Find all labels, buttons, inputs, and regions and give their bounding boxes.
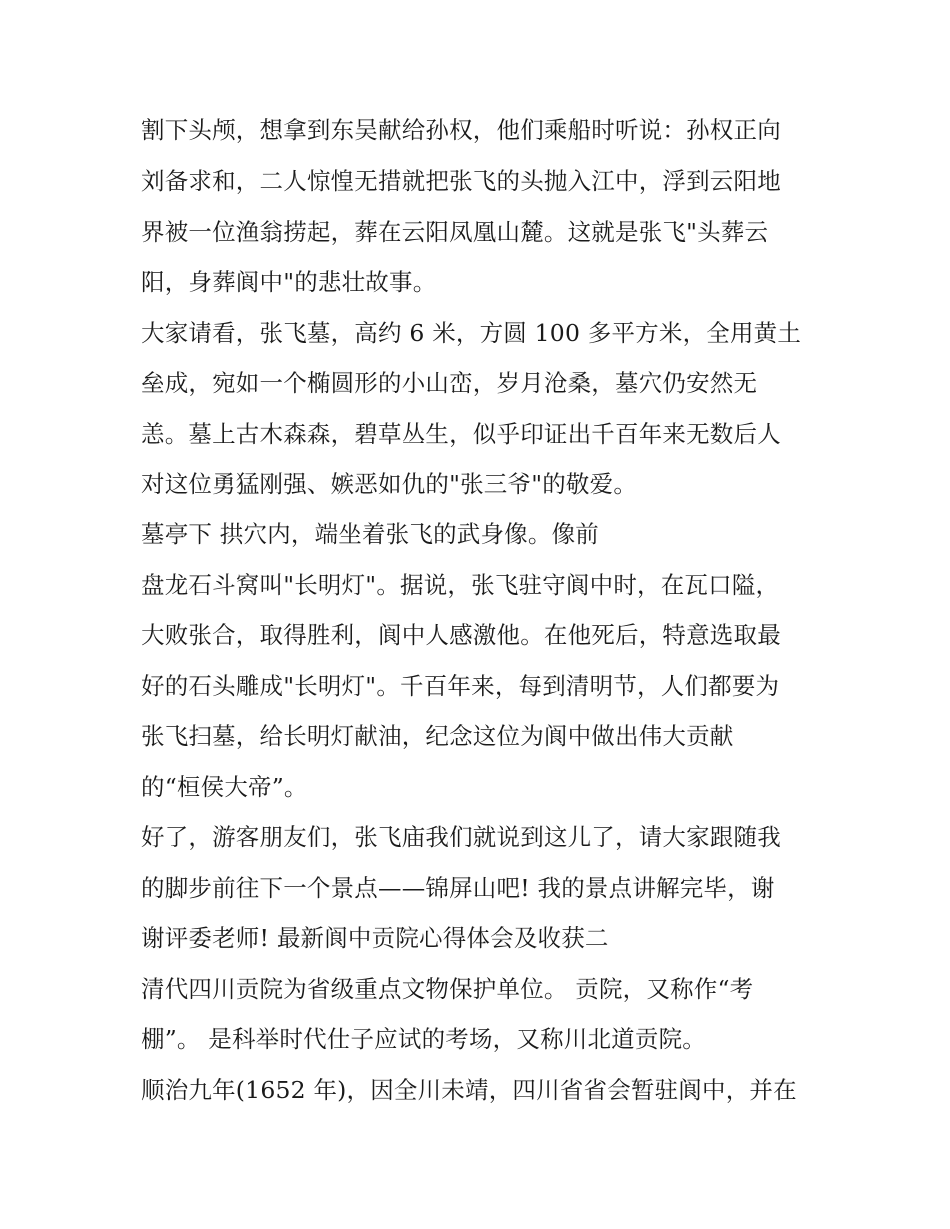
text-line: 顺治九年(1652 年)，因全川未靖，四川省省会暂驻阆中，并在 <box>141 1076 797 1104</box>
text-line: 对这位勇猛刚强、嫉恶如仇的"张三爷"的敬爱。 <box>141 470 638 498</box>
text-line: 清代四川贡院为省级重点文物保护单位。 贡院，又称作“考 <box>141 975 754 1003</box>
text-line: 恙。墓上古木森森，碧草丛生，似乎印证出千百年来无数后人 <box>141 420 781 448</box>
text-line: 好的石头雕成"长明灯"。千百年来，每到清明节，人们都要为 <box>141 672 780 700</box>
text-line: 墓亭下 拱穴内，端坐着张飞的武身像。像前 <box>141 520 599 548</box>
text-line: 谢评委老师! 最新阆中贡院心得体会及收获二 <box>141 924 609 952</box>
text-line: 大家请看，张飞墓，高约 6 米，方圆 100 多平方米，全用黄土 <box>141 319 802 347</box>
text-line: 的脚步前往下一个景点——锦屏山吧! 我的景点讲解完毕，谢 <box>141 874 775 902</box>
text-line: 刘备求和，二人惊惶无措就把张飞的头抛入江中，浮到云阳地 <box>141 167 781 195</box>
text-line: 张飞扫墓，给长明灯献油，纪念这位为阆中做出伟大贡献 <box>141 722 734 750</box>
text-line: 的“桓侯大帝”。 <box>141 773 308 801</box>
text-line: 垒成，宛如一个椭圆形的小山峦，岁月沧桑，墓穴仍安然无 <box>141 369 758 397</box>
text-line: 大败张合，取得胜利，阆中人感激他。在他死后，特意选取最 <box>141 621 781 649</box>
text-line: 棚”。 是科举时代仕子应试的考场，又称川北道贡院。 <box>141 1025 706 1053</box>
text-line: 割下头颅，想拿到东吴献给孙权，他们乘船时听说：孙权正向 <box>141 116 781 144</box>
text-line: 盘龙石斗窝叫"长明灯"。据说，张飞驻守阆中时，在瓦口隘， <box>141 571 780 599</box>
text-line: 界被一位渔翁捞起，葬在云阳凤凰山麓。这就是张飞"头葬云 <box>141 218 769 246</box>
text-line: 好了，游客朋友们，张飞庙我们就说到这儿了，请大家跟随我 <box>141 823 781 851</box>
text-line: 阳，身葬阆中"的悲壮故事。 <box>141 268 437 296</box>
